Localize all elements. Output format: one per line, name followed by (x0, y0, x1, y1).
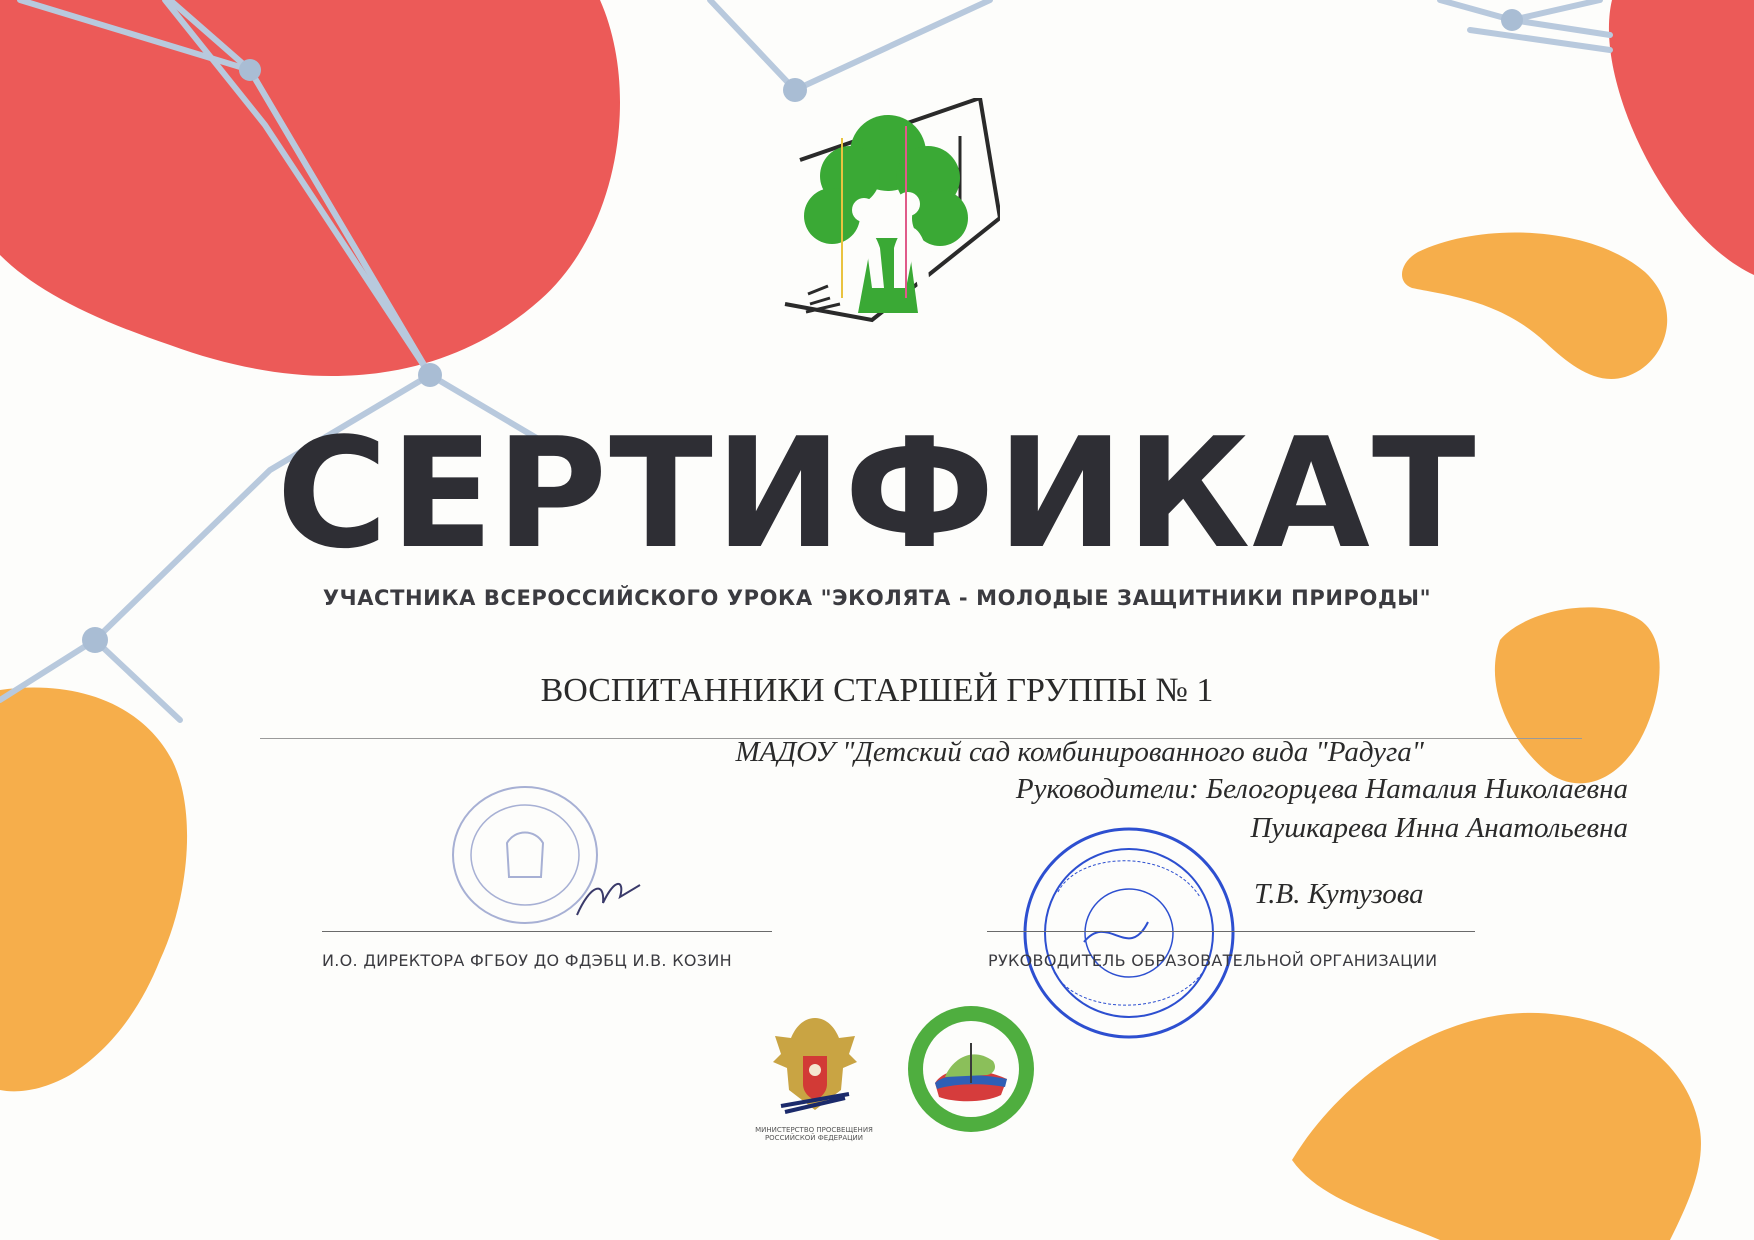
recipient-name: ВОСПИТАННИКИ СТАРШЕЙ ГРУППЫ № 1 (540, 672, 1214, 709)
left-signature-line (322, 931, 772, 932)
school-stamp (1018, 822, 1240, 1044)
leader-second: Пушкарева Инна Анатольевна (1250, 812, 1628, 844)
leaders-line: Руководители: Белогорцева Наталия Николаевна (1015, 773, 1628, 805)
ministry-coat-of-arms-logo (765, 1010, 865, 1120)
ecolyata-tree-logo (780, 98, 1000, 328)
certificate-subtitle: УЧАСТНИКА ВСЕРОССИЙСКОГО УРОКА "ЭКОЛЯТА - МОЛОДЫЕ ЗАЩИТНИКИ ПРИРОДЫ" (322, 586, 1432, 610)
eco-center-badge-logo (905, 1003, 1037, 1135)
head-caption: РУКОВОДИТЕЛЬ ОБРАЗОВАТЕЛЬНОЙ ОРГАНИЗАЦИИ (988, 951, 1438, 970)
certificate-title: СЕРТИФИКАТ (276, 405, 1478, 582)
coral-blob-top-right (1609, 0, 1754, 275)
ministry-caption: МИНИСТЕРСТВО ПРОСВЕЩЕНИЯ РОССИЙСКОЙ ФЕДЕРАЦИИ (755, 1126, 873, 1143)
head-signature-name: Т.В. Кутузова (1254, 878, 1424, 910)
orange-blob-bottom-right (1292, 1013, 1701, 1240)
right-signature-line (987, 931, 1475, 932)
ministry-stamp (445, 785, 645, 945)
director-caption: И.О. ДИРЕКТОРА ФГБОУ ДО ФДЭБЦ И.В. КОЗИН (322, 951, 732, 970)
orange-blob-right-upper (1402, 232, 1667, 378)
organization-name: МАДОУ "Детский сад комбинированного вида "Радуга" (735, 736, 1424, 768)
